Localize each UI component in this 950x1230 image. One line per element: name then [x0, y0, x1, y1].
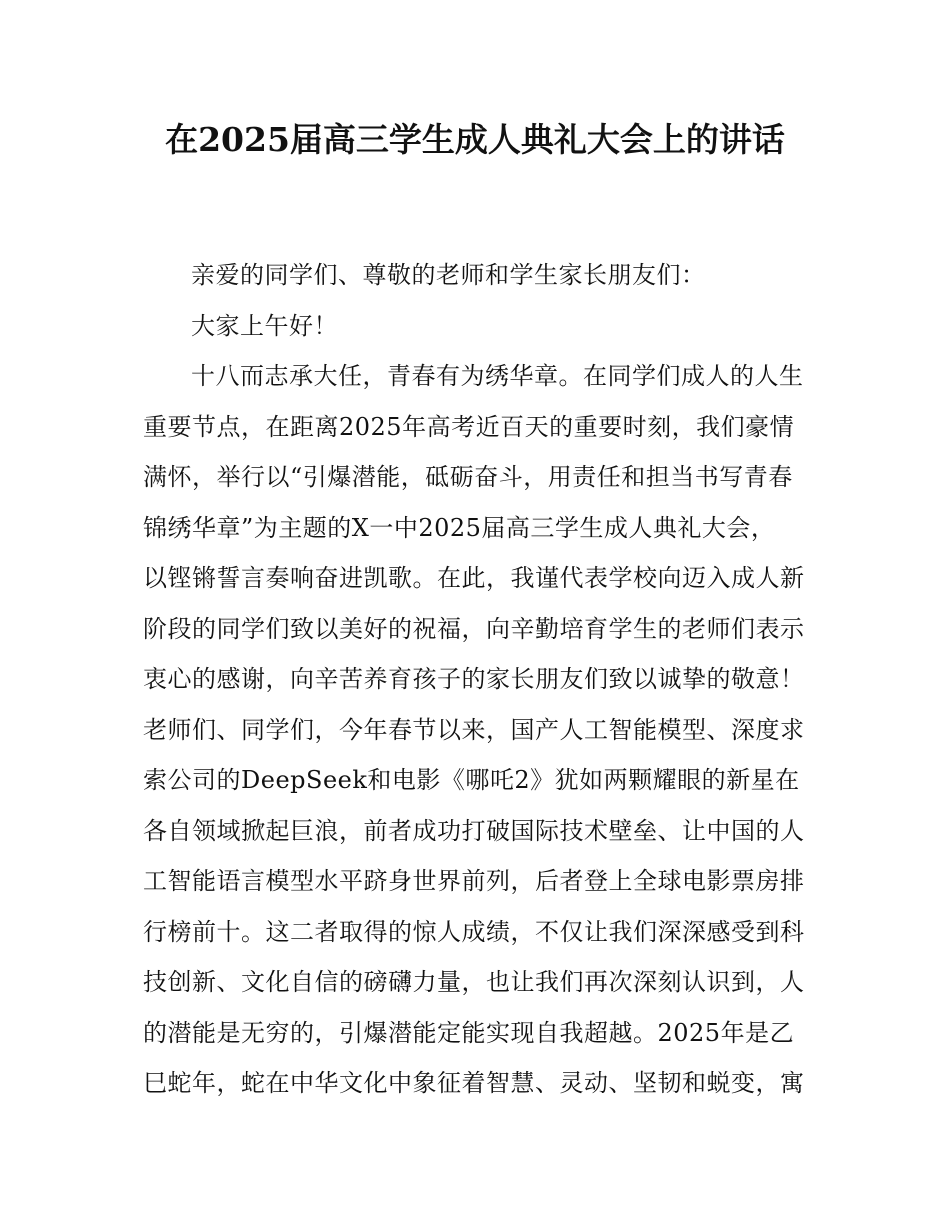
paragraph-line: 巳蛇年，蛇在中华文化中象征着智慧、灵动、坚韧和蜕变，寓	[143, 1069, 805, 1097]
document-title: 在2025届高三学生成人典礼大会上的讲话	[165, 120, 785, 159]
paragraph-line: 各自领域掀起巨浪，前者成功打破国际技术壁垒、让中国的人	[143, 816, 805, 845]
document-body	[143, 250, 811, 1109]
paragraph-line: 锦绣华章”为主题的X一中2025届高三学生成人典礼大会，	[143, 513, 776, 542]
paragraph-line: 以铿锵誓言奏响奋进凯歌。在此，我谨代表学校向迈入成人新	[143, 564, 805, 592]
paragraph-line: 衷心的感谢，向辛苦养育孩子的家长朋友们致以诚挚的敬意！	[143, 665, 805, 693]
paragraph-line: 重要节点，在距离2025年高考近百天的重要时刻，我们豪情	[143, 412, 795, 441]
paragraph-line: 技创新、文化自信的磅礴力量，也让我们再次深刻认识到，人	[143, 968, 805, 996]
paragraph-line: 索公司的DeepSeek和电影《哪吒2》犹如两颗耀眼的新星在	[143, 766, 800, 794]
paragraph-line: 满怀，举行以“引爆潜能，砥砺奋斗，用责任和担当书写青春	[143, 463, 793, 491]
paragraph-line: 行榜前十。这二者取得的惊人成绩，不仅让我们深深感受到科	[143, 917, 805, 946]
greeting-line: 大家上午好！	[191, 311, 338, 340]
paragraph-line: 十八而志承大任，青春有为绣华章。在同学们成人的人生	[191, 362, 804, 390]
paragraph-line: 工智能语言模型水平跻身世界前列，后者登上全球电影票房排	[143, 867, 805, 895]
paragraph-line: 阶段的同学们致以美好的祝福，向辛勤培育学生的老师们表示	[143, 614, 805, 643]
paragraph-line: 老师们、同学们，今年春节以来，国产人工智能模型、深度求	[143, 715, 805, 744]
paragraph-line: 的潜能是无穷的，引爆潜能定能实现自我超越。2025年是乙	[143, 1018, 795, 1047]
salutation-line: 亲爱的同学们、尊敬的老师和学生家长朋友们：	[191, 261, 706, 289]
